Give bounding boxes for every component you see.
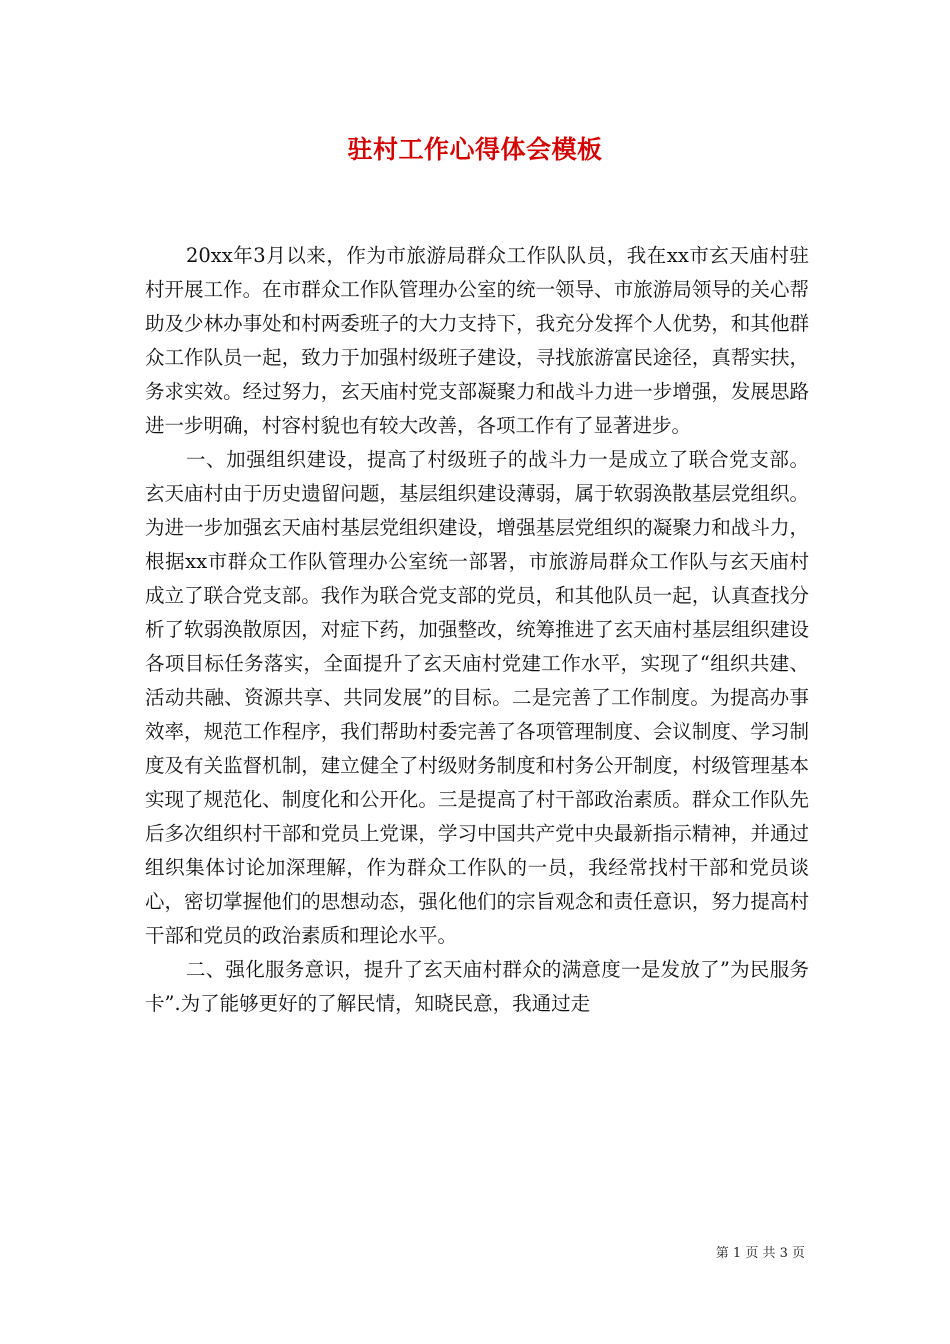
document-title: 驻村工作心得体会模板 <box>347 135 603 164</box>
document-body <box>145 239 809 1021</box>
paragraph-service: 二、强化服务意识，提升了玄天庙村群众的满意度一是发放了”为民服务卡”.为了能够更好的了解民情，知晓民意，我通过走 <box>145 958 809 1015</box>
paragraph-organization: 一、加强组织建设，提高了村级班子的战斗力一是成立了联合党支部。玄天庙村由于历史遗留问题，基层组织建设薄弱，属于软弱涣散基层党组织。为进一步加强玄天庙村基层党组织建设，增强基层党组织的凝聚力和战斗力，根据xx市群众工作队管理办公室统一部署，市旅游局群众工作队与玄天庙村成立了联合党支部。我作为联合党支部的党员，和其他队员一起，认真查找分析了软弱涣散原因，对症下药，加强整改，统筹推进了玄天庙村基层组织建设各项目标任务落实，全面提升了玄天庙村党建工作水平，实现了“组织共建、活动共融、资源共享、共同发展”的目标。二是完善了工作制度。为提高办事效率，规范工作程序，我们帮助村委完善了各项管理制度、会议制度、学习制度及有关监督机制，建立健全了村级财务制度和村务公开制度，村级管理基本实现了规范化、制度化和公开化。三是提高了村干部政治素质。群众工作队先后多次组织村干部和党员上党课，学习中国共产党中央最新指示精神，并通过组织集体讨论加深理解，作为群众工作队的一员，我经常找村干部和党员谈心，密切掌握他们的思想动态，强化他们的宗旨观念和责任意识，努力提高村干部和党员的政治素质和理论水平。 <box>145 448 809 947</box>
paragraph-intro: 20xx年3月以来，作为市旅游局群众工作队队员，我在xx市玄天庙村驻村开展工作。在市群众工作队管理办公室的统一领导、市旅游局领导的关心帮助及少林办事处和村两委班子的大力支持下，我充分发挥个人优势，和其他群众工作队员一起，致力于加强村级班子建设，寻找旅游富民途径，真帮实扶，务求实效。经过努力，玄天庙村党支部凝聚力和战斗力进一步增强，发展思路进一步明确，村容村貌也有较大改善，各项工作有了显著进步。 <box>145 244 809 437</box>
page-number-footer: 第 1 页 共 3 页 <box>715 1246 805 1261</box>
